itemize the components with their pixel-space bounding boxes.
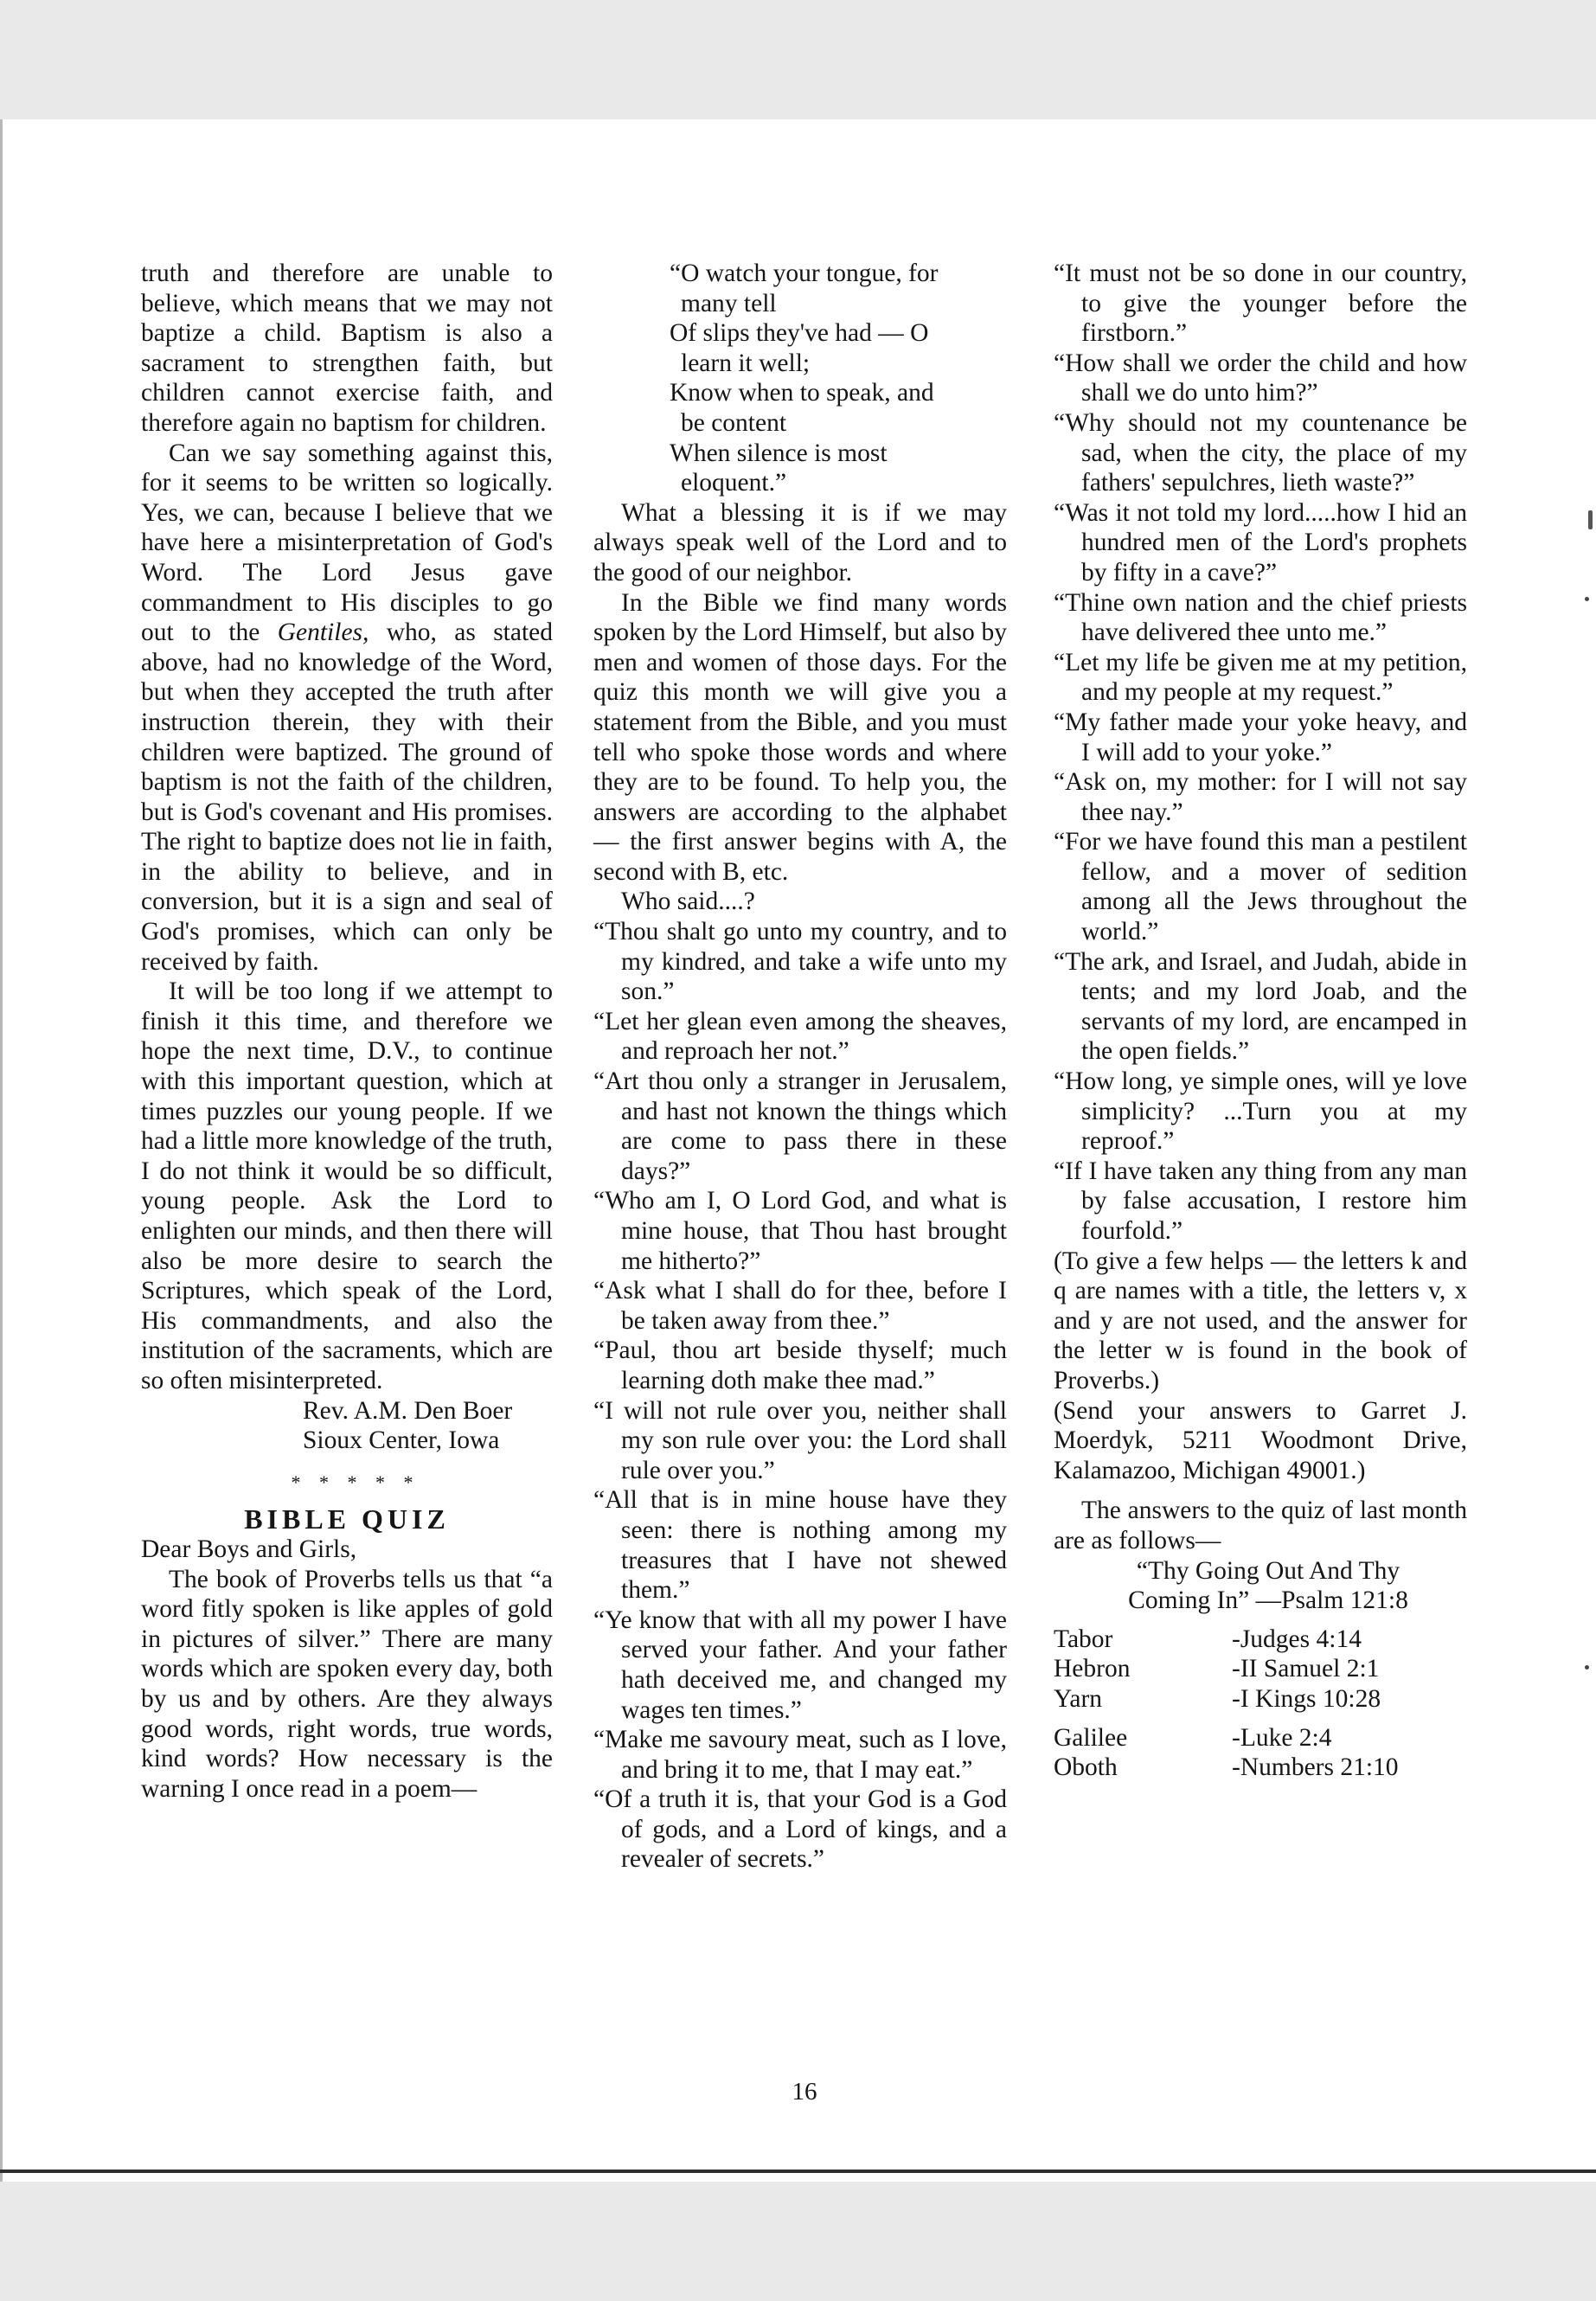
quiz-quote: “Who am I, O Lord God, and what is mine house, that Thou hast brought me hitherto?” <box>593 1187 1007 1275</box>
quiz-quote: “All that is in mine house have they seen: there is nothing among my treasures that I have not shewed them.” <box>593 1486 1007 1605</box>
page-left-edge <box>0 119 3 2182</box>
last-month-title: Coming In” —Psalm 121:8 <box>1128 1586 1408 1615</box>
answer-row: Hebron -II Samuel 2:1 <box>1054 1655 1380 1683</box>
quiz-quote: “Why should not my countenance be sad, when the city, the place of my fathers' sepulchres, lieth waste?” <box>1054 408 1467 497</box>
column-2 <box>593 259 1007 1875</box>
margin-mark <box>1588 510 1593 529</box>
salutation: Dear Boys and Girls, <box>141 1535 357 1563</box>
who-said: Who said....? <box>621 888 755 916</box>
section-heading: BIBLE QUIZ <box>244 1503 450 1535</box>
poem-line: Of slips they've had — O <box>670 319 929 348</box>
column-1 <box>141 259 553 1804</box>
quiz-quote: “I will not rule over you, neither shall my son rule over you: the Lord shall rule over you.” <box>593 1396 1007 1484</box>
paragraph: It will be too long if we attempt to finish it this time, and therefore we hope the next time, D.V., to continue with this important question, which at times puzzles our young people. If we had a little more knowledge of the truth, I do not think it would be so difficult, young people. Ask the Lord to enlighten our minds, and then there will also be more desire to search the Scriptures, which speak of the Lord, His commandments, and also the institution of the sacraments, which are so often misinterpreted. <box>141 977 553 1394</box>
quiz-quote: “My father made your yoke heavy, and I will add to your yoke.” <box>1054 708 1467 766</box>
answer-row: Tabor -Judges 4:14 <box>1054 1625 1362 1653</box>
scan-bottom-line <box>0 2170 1596 2173</box>
quiz-quote: “Paul, thou art beside thyself; much learning doth make thee mad.” <box>593 1336 1007 1394</box>
column-3 <box>1054 259 1467 1783</box>
quiz-quote: “For we have found this man a pestilent fellow, and a mover of sedition among all the Jews throughout the world.” <box>1054 828 1467 946</box>
quiz-quote: “How shall we order the child and how shall we do unto him?” <box>1054 349 1467 407</box>
paragraph: truth and therefore are unable to believe, which means that we may not baptize a child. Baptism is also a sacrament to strengthen faith, but children cannot exercise faith, and therefore again no baptism for children. <box>141 260 553 437</box>
quiz-quote: “Ask what I shall do for thee, before I be taken away from thee.” <box>593 1277 1007 1335</box>
italic-word: Gentiles, <box>277 619 369 647</box>
quiz-quote: “Make me savoury meat, such as I love, and bring it to me, that I may eat.” <box>593 1726 1007 1784</box>
quiz-quote: “Art thou only a stranger in Jerusalem, and hast not known the things which are come to pass there in these days?” <box>593 1067 1007 1185</box>
answer-list <box>1054 1625 1467 1783</box>
paragraph: Can we say something against this, for it seems to be written so logically. Yes, we can, because I believe that we have here a misinterpretation of God's Word. The Lord Jesus gave commandment to His disciples to go out to the Gentiles, who, as stated above, had no knowledge of the Word, but when they accepted the truth after instruction therein, they with their children were baptized. The ground of baptism is not the faith of the children, but is God's covenant and His promises. The right to baptize does not lie in faith, in the ability to believe, and in conversion, but it is a sign and seal of God's promises, which can only be received by faith. <box>141 439 553 976</box>
quiz-quote: “If I have taken any thing from any man by false accusation, I restore him fourfold.” <box>1054 1157 1467 1245</box>
quiz-quote: “Ye know that with all my power I have served your father. And your father hath deceived me, and changed my wages ten times.” <box>593 1606 1007 1724</box>
poem-line: many tell <box>681 289 777 317</box>
scan-bottom-margin <box>0 2182 1596 2301</box>
quiz-quote: “Ask on, my mother: for I will not say thee nay.” <box>1054 768 1467 826</box>
quiz-quote: “Thine own nation and the chief priests have delivered thee unto me.” <box>1054 588 1467 647</box>
scan-top-margin <box>0 0 1596 119</box>
last-month-title: “Thy Going Out And Thy <box>1136 1556 1401 1585</box>
paragraph: The book of Proverbs tells us that “a word fitly spoken is like apples of gold in pictures of silver.” There are many words which are spoken every day, both by us and by others. Are they always good words, right words, true words, kind words? How necessary is the warning I once read in a poem— <box>141 1565 553 1803</box>
send-answers: (Send your answers to Garret J. Moerdyk, 5211 Woodmont Drive, Kalamazoo, Michigan 49001.) <box>1054 1396 1467 1484</box>
signature-place: Sioux Center, Iowa <box>303 1426 500 1455</box>
quiz-quote: “Let her glean even among the sheaves, and reproach her not.” <box>593 1007 1007 1066</box>
poem-line: be content <box>681 408 787 437</box>
paragraph: In the Bible we find many words spoken by the Lord Himself, but also by men and women of those days. For the quiz this month we will give you a statement from the Bible, and you must tell who spoke those words and where they are to be found. To help you, the answers are according to the alphabet — the first answer begins with A, the second with B, etc. <box>593 588 1007 886</box>
poem-line: learn it well; <box>681 349 811 377</box>
margin-dot <box>1585 1665 1589 1670</box>
poem-line: When silence is most <box>670 439 888 467</box>
quiz-helps: (To give a few helps — the letters k and q are names with a title, the letters v, x and y are not used, and the answer for the letter w is found in the book of Proverbs.) <box>1054 1247 1467 1394</box>
answer-row: Galilee -Luke 2:4 <box>1054 1723 1332 1752</box>
poem <box>593 259 1007 498</box>
quiz-quote: “Let my life be given me at my petition, and my people at my request.” <box>1054 648 1467 707</box>
quiz-quote: “Of a truth it is, that your God is a God of gods, and a Lord of kings, and a revealer of secrets.” <box>593 1785 1007 1874</box>
poem-line: eloquent.” <box>681 469 787 497</box>
signature-name: Rev. A.M. Den Boer <box>303 1396 513 1425</box>
quiz-quote: “The ark, and Israel, and Judah, abide in tents; and my lord Joab, and the servants of my lord, are encamped in the open fields.” <box>1054 947 1467 1066</box>
margin-dot <box>1585 597 1589 601</box>
quiz-quote: “Was it not told my lord.....how I hid an hundred men of the Lord's prophets by fifty in a cave?” <box>1054 498 1467 586</box>
paragraph: What a blessing it is if we may always speak well of the Lord and to the good of our neighbor. <box>593 498 1007 586</box>
section-divider: * * * * * <box>291 1471 420 1493</box>
quiz-quote: “Thou shalt go unto my country, and to my kindred, and take a wife unto my son.” <box>593 918 1007 1006</box>
quiz-quote: “It must not be so done in our country, to give the younger before the firstborn.” <box>1054 260 1467 348</box>
last-month-intro: The answers to the quiz of last month are as follows— <box>1054 1497 1467 1554</box>
quiz-quote: “How long, ye simple ones, will ye love simplicity? ...Turn you at my reproof.” <box>1054 1067 1467 1156</box>
page-number: 16 <box>792 2078 817 2106</box>
poem-line: Know when to speak, and <box>670 379 934 407</box>
answer-row: Oboth -Numbers 21:10 <box>1054 1753 1399 1782</box>
poem-line: “O watch your tongue, for <box>670 260 939 287</box>
answer-row: Yarn -I Kings 10:28 <box>1054 1684 1381 1713</box>
